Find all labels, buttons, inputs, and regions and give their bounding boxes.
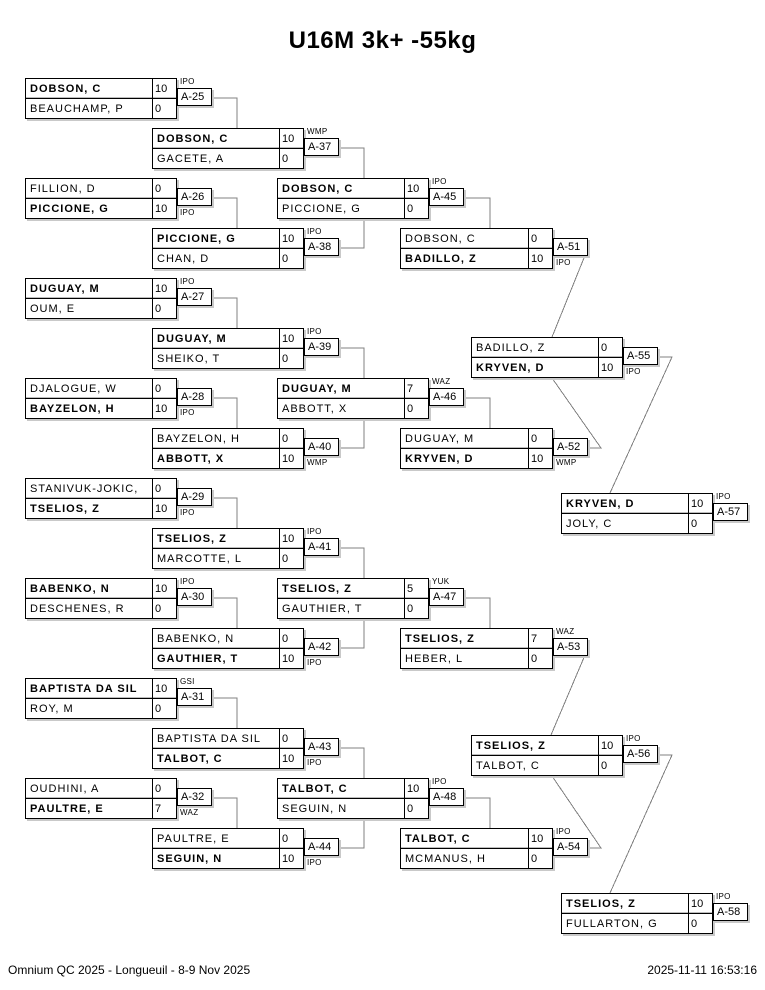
player-score: 0 bbox=[152, 699, 176, 718]
match-box bbox=[152, 328, 304, 369]
win-type-label: IPO bbox=[307, 327, 322, 336]
win-type-label: IPO bbox=[556, 827, 571, 836]
player-score: 0 bbox=[404, 599, 428, 618]
match-box bbox=[277, 778, 429, 819]
player-row-bottom bbox=[26, 699, 176, 718]
match-box bbox=[25, 278, 177, 319]
match-box bbox=[25, 478, 177, 519]
player-score: 0 bbox=[404, 799, 428, 818]
player-row-top bbox=[472, 736, 622, 756]
match-box bbox=[400, 428, 553, 469]
match-box bbox=[561, 893, 713, 934]
player-score: 10 bbox=[152, 679, 176, 698]
player-name: HEBER, L bbox=[405, 652, 464, 665]
player-row-bottom bbox=[26, 299, 176, 318]
match-code-label: A-42 bbox=[304, 638, 339, 656]
player-row-bottom bbox=[153, 349, 303, 368]
match-code-label: A-45 bbox=[429, 188, 464, 206]
player-score: 10 bbox=[152, 199, 176, 218]
match-code-label: A-47 bbox=[429, 588, 464, 606]
player-score: 10 bbox=[152, 399, 176, 418]
player-score: 0 bbox=[152, 479, 176, 498]
player-row-bottom bbox=[153, 549, 303, 568]
player-name: TSELIOS, Z bbox=[30, 502, 100, 515]
player-score: 10 bbox=[688, 894, 712, 913]
player-score: 0 bbox=[688, 514, 712, 533]
player-row-bottom bbox=[401, 849, 552, 868]
player-score: 10 bbox=[279, 129, 303, 148]
match-box bbox=[277, 178, 429, 219]
match-box bbox=[152, 128, 304, 169]
match-code-label: A-25 bbox=[177, 88, 212, 106]
player-row-bottom bbox=[153, 849, 303, 868]
match-box bbox=[152, 628, 304, 669]
win-type-label: WAZ bbox=[556, 627, 575, 636]
player-name: JOLY, C bbox=[566, 517, 613, 530]
player-row-bottom bbox=[278, 199, 428, 218]
player-name: DJALOGUE, W bbox=[30, 382, 117, 395]
win-type-label: WMP bbox=[556, 458, 577, 467]
player-name: MARCOTTE, L bbox=[157, 552, 242, 565]
win-type-label: IPO bbox=[307, 227, 322, 236]
player-row-top bbox=[401, 829, 552, 849]
player-name: MCMANUS, H bbox=[405, 852, 486, 865]
player-name: PICCIONE, G bbox=[30, 202, 109, 215]
player-name: PICCIONE, G bbox=[157, 232, 236, 245]
player-row-top bbox=[153, 629, 303, 649]
match-box bbox=[152, 528, 304, 569]
player-row-top bbox=[26, 479, 176, 499]
footer-timestamp: 2025-11-11 16:53:16 bbox=[647, 963, 757, 977]
player-name: KRYVEN, D bbox=[405, 452, 474, 465]
match-code-label: A-30 bbox=[177, 588, 212, 606]
player-name: DOBSON, C bbox=[157, 132, 229, 145]
player-row-top bbox=[562, 894, 712, 914]
win-type-label: WAZ bbox=[180, 808, 199, 817]
player-score: 0 bbox=[152, 779, 176, 798]
match-code-label: A-43 bbox=[304, 738, 339, 756]
match-code-label: A-40 bbox=[304, 438, 339, 456]
match-box bbox=[25, 578, 177, 619]
player-score: 10 bbox=[279, 749, 303, 768]
player-name: OUM, E bbox=[30, 302, 76, 315]
player-row-top bbox=[26, 379, 176, 399]
player-score: 0 bbox=[152, 99, 176, 118]
player-name: GACETE, A bbox=[157, 152, 225, 165]
player-score: 0 bbox=[279, 629, 303, 648]
player-name: ROY, M bbox=[30, 702, 74, 715]
player-name: TSELIOS, Z bbox=[157, 532, 227, 545]
match-code-label: A-28 bbox=[177, 388, 212, 406]
match-box bbox=[277, 578, 429, 619]
win-type-label: IPO bbox=[716, 492, 731, 501]
player-score: 10 bbox=[279, 329, 303, 348]
match-box bbox=[25, 778, 177, 819]
match-box bbox=[152, 228, 304, 269]
player-name: BADILLO, Z bbox=[476, 341, 546, 354]
player-name: SHEIKO, T bbox=[157, 352, 221, 365]
player-name: DUGUAY, M bbox=[282, 382, 352, 395]
player-score: 10 bbox=[528, 449, 552, 468]
match-code-label: A-56 bbox=[623, 745, 658, 763]
player-row-top bbox=[26, 79, 176, 99]
player-name: OUDHINI, A bbox=[30, 782, 100, 795]
player-row-bottom bbox=[153, 149, 303, 168]
player-row-bottom bbox=[401, 449, 552, 468]
player-score: 0 bbox=[688, 914, 712, 933]
win-type-label: IPO bbox=[180, 577, 195, 586]
player-row-top bbox=[153, 229, 303, 249]
player-name: DUGUAY, M bbox=[405, 432, 475, 445]
player-score: 0 bbox=[152, 379, 176, 398]
player-row-bottom bbox=[153, 249, 303, 268]
player-name: KRYVEN, D bbox=[476, 361, 545, 374]
match-box bbox=[25, 178, 177, 219]
player-name: ABBOTT, X bbox=[157, 452, 225, 465]
player-name: DESCHENES, R bbox=[30, 602, 125, 615]
player-row-top bbox=[153, 129, 303, 149]
win-type-label: IPO bbox=[180, 508, 195, 517]
player-row-bottom bbox=[26, 399, 176, 418]
match-code-label: A-29 bbox=[177, 488, 212, 506]
match-code-label: A-39 bbox=[304, 338, 339, 356]
match-box bbox=[561, 493, 713, 534]
match-box bbox=[152, 828, 304, 869]
player-row-bottom bbox=[562, 514, 712, 533]
player-score: 10 bbox=[404, 179, 428, 198]
player-name: TSELIOS, Z bbox=[476, 739, 546, 752]
player-row-top bbox=[26, 679, 176, 699]
player-name: DUGUAY, M bbox=[30, 282, 100, 295]
player-row-top bbox=[278, 579, 428, 599]
player-score: 0 bbox=[279, 829, 303, 848]
player-score: 0 bbox=[279, 349, 303, 368]
player-name: TSELIOS, Z bbox=[282, 582, 352, 595]
player-score: 10 bbox=[152, 79, 176, 98]
win-type-label: IPO bbox=[432, 177, 447, 186]
win-type-label: YUK bbox=[432, 577, 450, 586]
match-code-label: A-27 bbox=[177, 288, 212, 306]
player-row-bottom bbox=[26, 99, 176, 118]
player-score: 0 bbox=[528, 849, 552, 868]
player-score: 10 bbox=[598, 358, 622, 377]
match-code-label: A-38 bbox=[304, 238, 339, 256]
win-type-label: IPO bbox=[626, 734, 641, 743]
player-name: TALBOT, C bbox=[157, 752, 223, 765]
player-score: 10 bbox=[279, 529, 303, 548]
player-score: 0 bbox=[404, 399, 428, 418]
player-name: ABBOTT, X bbox=[282, 402, 348, 415]
win-type-label: IPO bbox=[180, 208, 195, 217]
player-score: 0 bbox=[152, 179, 176, 198]
player-name: SEGUIN, N bbox=[157, 852, 223, 865]
player-score: 0 bbox=[279, 429, 303, 448]
player-row-bottom bbox=[26, 799, 176, 818]
player-score: 10 bbox=[279, 649, 303, 668]
player-name: KRYVEN, D bbox=[566, 497, 635, 510]
win-type-label: IPO bbox=[556, 258, 571, 267]
win-type-label: WAZ bbox=[432, 377, 451, 386]
match-box bbox=[25, 78, 177, 119]
match-code-label: A-55 bbox=[623, 347, 658, 365]
player-name: SEGUIN, N bbox=[282, 802, 348, 815]
player-score: 10 bbox=[279, 849, 303, 868]
player-name: BEAUCHAMP, P bbox=[30, 102, 124, 115]
player-score: 10 bbox=[688, 494, 712, 513]
player-row-top bbox=[278, 179, 428, 199]
match-code-label: A-52 bbox=[553, 438, 588, 456]
player-row-top bbox=[153, 329, 303, 349]
player-name: CHAN, D bbox=[157, 252, 210, 265]
win-type-label: WMP bbox=[307, 458, 328, 467]
player-score: 0 bbox=[279, 549, 303, 568]
player-score: 0 bbox=[598, 338, 622, 357]
player-row-top bbox=[401, 429, 552, 449]
match-box bbox=[25, 378, 177, 419]
match-code-label: A-48 bbox=[429, 788, 464, 806]
player-name: DUGUAY, M bbox=[157, 332, 227, 345]
player-row-bottom bbox=[401, 649, 552, 668]
player-name: DOBSON, C bbox=[405, 232, 476, 245]
win-type-label: IPO bbox=[180, 77, 195, 86]
player-row-top bbox=[401, 229, 552, 249]
player-score: 10 bbox=[598, 736, 622, 755]
player-score: 0 bbox=[279, 249, 303, 268]
match-code-label: A-31 bbox=[177, 688, 212, 706]
player-row-bottom bbox=[26, 499, 176, 518]
player-name: DOBSON, C bbox=[30, 82, 102, 95]
player-name: PAULTRE, E bbox=[157, 832, 230, 845]
player-score: 10 bbox=[152, 499, 176, 518]
player-score: 0 bbox=[528, 429, 552, 448]
player-name: BAYZELON, H bbox=[30, 402, 115, 415]
player-score: 0 bbox=[279, 729, 303, 748]
match-code-label: A-32 bbox=[177, 788, 212, 806]
player-score: 7 bbox=[152, 799, 176, 818]
match-box bbox=[277, 378, 429, 419]
match-code-label: A-54 bbox=[553, 838, 588, 856]
player-row-bottom bbox=[26, 599, 176, 618]
player-score: 0 bbox=[152, 599, 176, 618]
player-name: BAYZELON, H bbox=[157, 432, 240, 445]
player-score: 10 bbox=[152, 579, 176, 598]
player-row-top bbox=[472, 338, 622, 358]
player-score: 0 bbox=[404, 199, 428, 218]
player-row-bottom bbox=[401, 249, 552, 268]
win-type-label: IPO bbox=[307, 527, 322, 536]
player-name: BABENKO, N bbox=[157, 632, 235, 645]
match-box bbox=[400, 228, 553, 269]
player-score: 10 bbox=[279, 449, 303, 468]
player-row-top bbox=[153, 429, 303, 449]
win-type-label: WMP bbox=[307, 127, 328, 136]
match-box bbox=[152, 728, 304, 769]
player-score: 0 bbox=[279, 149, 303, 168]
player-row-top bbox=[153, 529, 303, 549]
win-type-label: IPO bbox=[716, 892, 731, 901]
player-score: 0 bbox=[528, 229, 552, 248]
win-type-label: IPO bbox=[180, 277, 195, 286]
match-code-label: A-41 bbox=[304, 538, 339, 556]
win-type-label: GSI bbox=[180, 677, 195, 686]
player-score: 10 bbox=[404, 779, 428, 798]
match-code-label: A-57 bbox=[713, 503, 748, 521]
player-name: TALBOT, C bbox=[282, 782, 348, 795]
player-row-bottom bbox=[26, 199, 176, 218]
match-box bbox=[400, 628, 553, 669]
player-score: 10 bbox=[279, 229, 303, 248]
win-type-label: IPO bbox=[626, 367, 641, 376]
match-code-label: A-26 bbox=[177, 188, 212, 206]
match-box bbox=[25, 678, 177, 719]
player-name: STANIVUK-JOKIC, bbox=[30, 482, 139, 495]
player-row-top bbox=[153, 829, 303, 849]
player-row-top bbox=[26, 579, 176, 599]
player-name: GAUTHIER, T bbox=[282, 602, 363, 615]
match-box bbox=[400, 828, 553, 869]
player-name: BAPTISTA DA SIL bbox=[157, 732, 262, 745]
player-name: PAULTRE, E bbox=[30, 802, 104, 815]
player-score: 0 bbox=[598, 756, 622, 775]
player-name: TALBOT, C bbox=[476, 759, 540, 772]
player-row-top bbox=[562, 494, 712, 514]
player-name: BAPTISTA DA SIL bbox=[30, 682, 138, 695]
player-row-top bbox=[26, 179, 176, 199]
player-name: FILLION, D bbox=[30, 182, 96, 195]
win-type-label: IPO bbox=[180, 408, 195, 417]
player-name: TSELIOS, Z bbox=[405, 632, 475, 645]
player-row-bottom bbox=[153, 749, 303, 768]
player-name: BADILLO, Z bbox=[405, 252, 477, 265]
player-score: 10 bbox=[152, 279, 176, 298]
player-row-top bbox=[278, 779, 428, 799]
player-row-bottom bbox=[278, 799, 428, 818]
player-row-top bbox=[278, 379, 428, 399]
player-row-top bbox=[26, 279, 176, 299]
player-row-bottom bbox=[153, 449, 303, 468]
player-name: FULLARTON, G bbox=[566, 917, 658, 930]
match-box bbox=[471, 337, 623, 378]
win-type-label: IPO bbox=[307, 858, 322, 867]
match-code-label: A-37 bbox=[304, 138, 339, 156]
page-title: U16M 3k+ -55kg bbox=[288, 27, 477, 54]
footer-event-label: Omnium QC 2025 - Longueuil - 8-9 Nov 2025 bbox=[8, 963, 251, 977]
player-score: 5 bbox=[404, 579, 428, 598]
player-row-top bbox=[26, 779, 176, 799]
win-type-label: IPO bbox=[432, 777, 447, 786]
player-row-bottom bbox=[153, 649, 303, 668]
match-code-label: A-46 bbox=[429, 388, 464, 406]
player-name: TSELIOS, Z bbox=[566, 897, 636, 910]
player-name: DOBSON, C bbox=[282, 182, 354, 195]
player-name: BABENKO, N bbox=[30, 582, 110, 595]
player-row-bottom bbox=[472, 358, 622, 377]
player-row-top bbox=[401, 629, 552, 649]
match-code-label: A-58 bbox=[713, 903, 748, 921]
player-score: 0 bbox=[528, 649, 552, 668]
player-name: PICCIONE, G bbox=[282, 202, 361, 215]
player-score: 10 bbox=[528, 829, 552, 848]
win-type-label: IPO bbox=[307, 658, 322, 667]
player-score: 7 bbox=[528, 629, 552, 648]
player-score: 0 bbox=[152, 299, 176, 318]
player-row-bottom bbox=[472, 756, 622, 775]
match-box bbox=[152, 428, 304, 469]
player-name: TALBOT, C bbox=[405, 832, 471, 845]
player-row-bottom bbox=[278, 399, 428, 418]
player-name: GAUTHIER, T bbox=[157, 652, 239, 665]
player-row-bottom bbox=[562, 914, 712, 933]
player-score: 10 bbox=[528, 249, 552, 268]
match-code-label: A-44 bbox=[304, 838, 339, 856]
match-code-label: A-53 bbox=[553, 638, 588, 656]
match-code-label: A-51 bbox=[553, 238, 588, 256]
player-row-top bbox=[153, 729, 303, 749]
win-type-label: IPO bbox=[307, 758, 322, 767]
player-score: 7 bbox=[404, 379, 428, 398]
player-row-bottom bbox=[278, 599, 428, 618]
match-box bbox=[471, 735, 623, 776]
